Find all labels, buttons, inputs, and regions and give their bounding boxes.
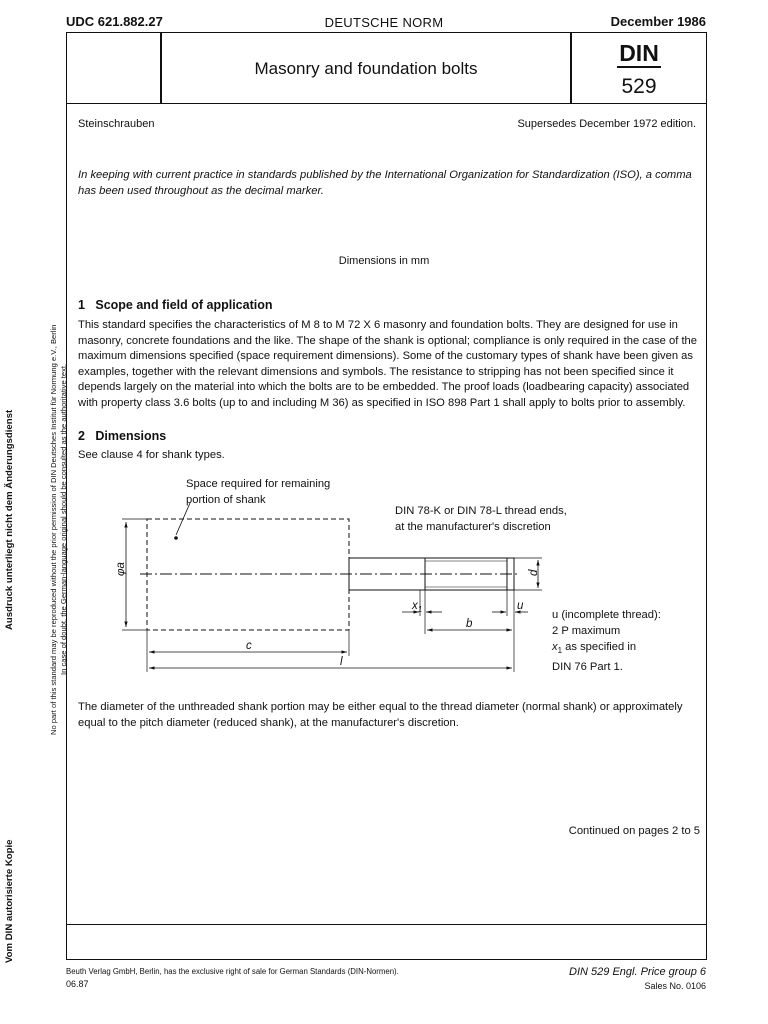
copyright-line1: No part of this standard may be reproduced without the prior permission of DIN Deutsches Institut für Normung e.V., Berlin xyxy=(49,324,58,735)
legend-x1-line2: DIN 76 Part 1. xyxy=(552,661,623,674)
stamp-authorized-copy: Vom DIN autorisierte Kopie xyxy=(4,839,15,963)
legend-u-line2: 2 P maximum xyxy=(552,625,621,637)
figure-legend xyxy=(552,607,661,675)
section1-title: Scope and field of application xyxy=(95,298,273,312)
section1-text: This standard specifies the characteristics of M 8 to M 72 X 6 masonry and foundation bolts. They are designed for use in masonry, concrete foundations and the like. The shape of the shank is optional; compliance is only required in the case of the maximum dimensions specified (space requirement dimensions). Some of the customary types of shank have been given as examples, together with the relevant dimensions and symbols. The resistance to stripping has not been specified since it depends largely on the material into which the bolts are to be embedded. The proof loads (loadbearing capacity) associated with property class 3.6 bolts (up to and including M 36) as specified in ISO 898 Part 1 shall apply to bolts prior to assembly. xyxy=(78,319,697,409)
sales-number: Sales No. 0106 xyxy=(644,981,706,991)
copyright-line2: In case of doubt, the German-language original should be consulted as the authoritative text. xyxy=(59,363,68,675)
issue-date: December 1986 xyxy=(610,14,706,29)
udc-number: UDC 621.882.27 xyxy=(66,14,163,29)
dimensions-note: Dimensions in mm xyxy=(338,255,430,267)
label-l: l xyxy=(340,656,343,668)
iso-note: In keeping with current practice in standards published by the International Organization for Standardization (ISO), a comma has been used throughout as the decimal marker. xyxy=(78,169,692,197)
label-b: b xyxy=(466,618,473,630)
space-note xyxy=(186,476,330,508)
section2-title: Dimensions xyxy=(95,429,167,443)
label-c: c xyxy=(246,640,252,652)
thread-note xyxy=(395,503,567,535)
label-phi-a: φa xyxy=(115,562,127,576)
din-mark: DIN xyxy=(619,40,659,66)
stamp-change-service: Ausdruck unterliegt nicht dem Änderungsdienst xyxy=(4,409,15,630)
section2-number: 2 xyxy=(78,429,85,443)
legend-x1-line1: $x_1$ as specified in xyxy=(552,641,637,656)
section2-intro: See clause 4 for shank types. xyxy=(78,449,225,461)
label-u: u xyxy=(517,600,524,612)
thread-note-line2: at the manufacturer's discretion xyxy=(395,521,551,533)
copyright-sidebar xyxy=(49,325,69,735)
footer-box-line xyxy=(66,924,707,961)
space-note-line2: portion of shank xyxy=(186,494,266,506)
german-title: Steinschrauben xyxy=(78,118,155,130)
edition: 06.87 xyxy=(66,979,89,989)
publisher-note: Beuth Verlag GmbH, Berlin, has the exclusive right of sale for German Standards (DIN-Normen). xyxy=(66,967,399,976)
legend-u-line1: u (incomplete thread): xyxy=(552,609,661,621)
space-note-line1: Space required for remaining xyxy=(186,478,331,490)
section1-number: 1 xyxy=(78,298,85,312)
thread-note-line1: DIN 78-K or DIN 78-L thread ends, xyxy=(395,505,567,517)
norm-label: DEUTSCHE NORM xyxy=(324,15,444,30)
document-title: Masonry and foundation bolts xyxy=(254,59,478,78)
doc-reference: DIN 529 Engl. Price group 6 xyxy=(569,966,706,978)
label-x1: $x_1$ xyxy=(412,600,423,614)
section2-after-figure: The diameter of the unthreaded shank portion may be either equal to the thread diameter (normal shank) or approximately equal to the pitch diameter (reduced shank), at the manufacturer's discretion. xyxy=(78,701,683,729)
din-number: 529 xyxy=(621,75,657,98)
supersedes-note: Supersedes December 1972 edition. xyxy=(517,118,696,130)
label-d: d xyxy=(528,569,540,576)
continued-note: Continued on pages 2 to 5 xyxy=(568,825,700,837)
